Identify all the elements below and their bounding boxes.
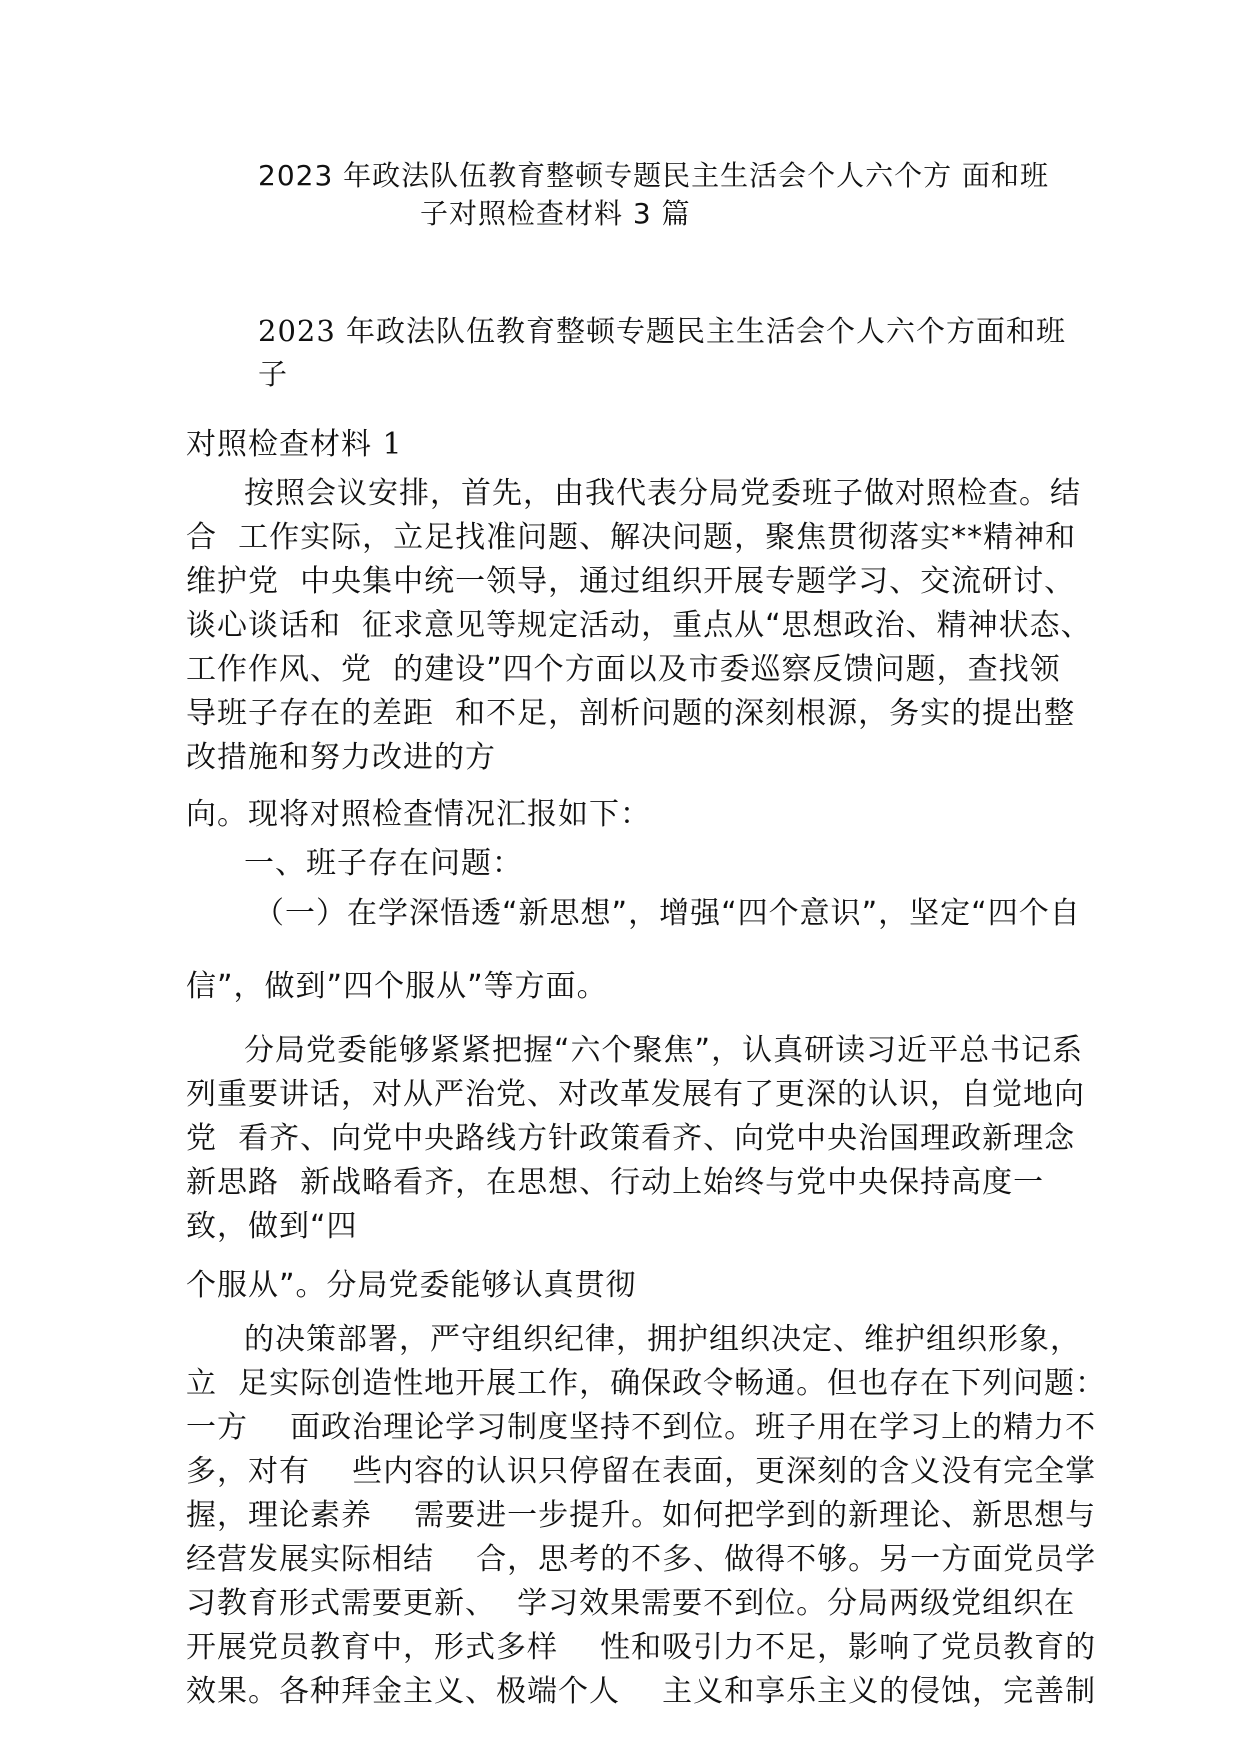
paragraph-line: 工作作风、党 的建设”四个方面以及市委巡察反馈问题，查找领 bbox=[186, 652, 1061, 687]
paragraph-line: 分局党委能够紧紧把握“六个聚焦”，认真研读习近平总书记系 bbox=[244, 1033, 1084, 1068]
paragraph-line: 个服从”。分局党委能够认真贯彻 bbox=[186, 1268, 637, 1303]
paragraph-line: 开展党员教育中，形式多样 性和吸引力不足，影响了党员教育的 bbox=[186, 1630, 1097, 1665]
paragraph-line: 一方 面政治理论学习制度坚持不到位。班子用在学习上的精力不 bbox=[186, 1410, 1097, 1445]
paragraph-line: 按照会议安排，首先，由我代表分局党委班子做对照检查。结 bbox=[244, 476, 1081, 511]
document-subtitle-line-2: 子 bbox=[258, 357, 289, 391]
paragraph-line: 导班子存在的差距 和不足，剖析问题的深刻根源，务实的提出整 bbox=[186, 696, 1076, 731]
paragraph-line: 合 工作实际，立足找准问题、解决问题，聚焦贯彻落实**精神和 bbox=[186, 520, 1077, 555]
paragraph-line: 握，理论素养 需要进一步提升。如何把学到的新理论、新思想与 bbox=[186, 1498, 1097, 1533]
paragraph-line: 新思路 新战略看齐，在思想、行动上始终与党中央保持高度一 bbox=[186, 1165, 1045, 1200]
paragraph-line: 谈心谈话和 征求意见等规定活动，重点从“思想政治、精神状态、 bbox=[186, 608, 1092, 643]
paragraph-line: 效果。各种拜金主义、极端个人 主义和享乐主义的侵蚀，完善制 bbox=[186, 1674, 1097, 1709]
section-heading: 对照检查材料 1 bbox=[186, 427, 403, 462]
paragraph-line: 经营发展实际相结 合，思考的不多、做得不够。另一方面党员学 bbox=[186, 1542, 1097, 1577]
paragraph-line: 习教育形式需要更新、 学习效果需要不到位。分局两级党组织在 bbox=[186, 1586, 1076, 1621]
subsection-1-heading-line-1: （一）在学深悟透“新思想”，增强“四个意识”，坚定“四个自 bbox=[254, 896, 1081, 931]
paragraph-line: 立 足实际创造性地开展工作，确保政令畅通。但也存在下列问题： bbox=[186, 1366, 1107, 1401]
paragraph-line: 列重要讲话，对从严治党、对改革发展有了更深的认识，自觉地向 bbox=[186, 1077, 1085, 1112]
paragraph-line: 向。现将对照检查情况汇报如下： bbox=[186, 797, 651, 832]
paragraph-line: 党 看齐、向党中央路线方针政策看齐、向党中央治国理政新理念 bbox=[186, 1121, 1076, 1156]
document-subtitle-line-1: 2023 年政法队伍教育整顿专题民主生活会个人六个方面和班 bbox=[258, 314, 1067, 348]
document-title-line-2: 子对照检查材料 3 篇 bbox=[420, 197, 691, 230]
paragraph-line: 维护党 中央集中统一领导，通过组织开展专题学习、交流研讨、 bbox=[186, 564, 1076, 599]
document-title-line-1: 2023 年政法队伍教育整顿专题民主生活会个人六个方 面和班 bbox=[258, 159, 1050, 192]
paragraph-line: 致，做到“四 bbox=[186, 1209, 358, 1244]
paragraph-line: 的决策部署，严守组织纪律，拥护组织决定、维护组织形象， bbox=[244, 1322, 1081, 1357]
paragraph-line: 多，对有 些内容的认识只停留在表面，更深刻的含义没有完全掌 bbox=[186, 1454, 1097, 1489]
subsection-1-heading-line-2: 信”，做到”四个服从”等方面。 bbox=[186, 969, 608, 1004]
section-1-heading: 一、班子存在问题： bbox=[244, 846, 523, 881]
paragraph-line: 改措施和努力改进的方 bbox=[186, 740, 496, 775]
